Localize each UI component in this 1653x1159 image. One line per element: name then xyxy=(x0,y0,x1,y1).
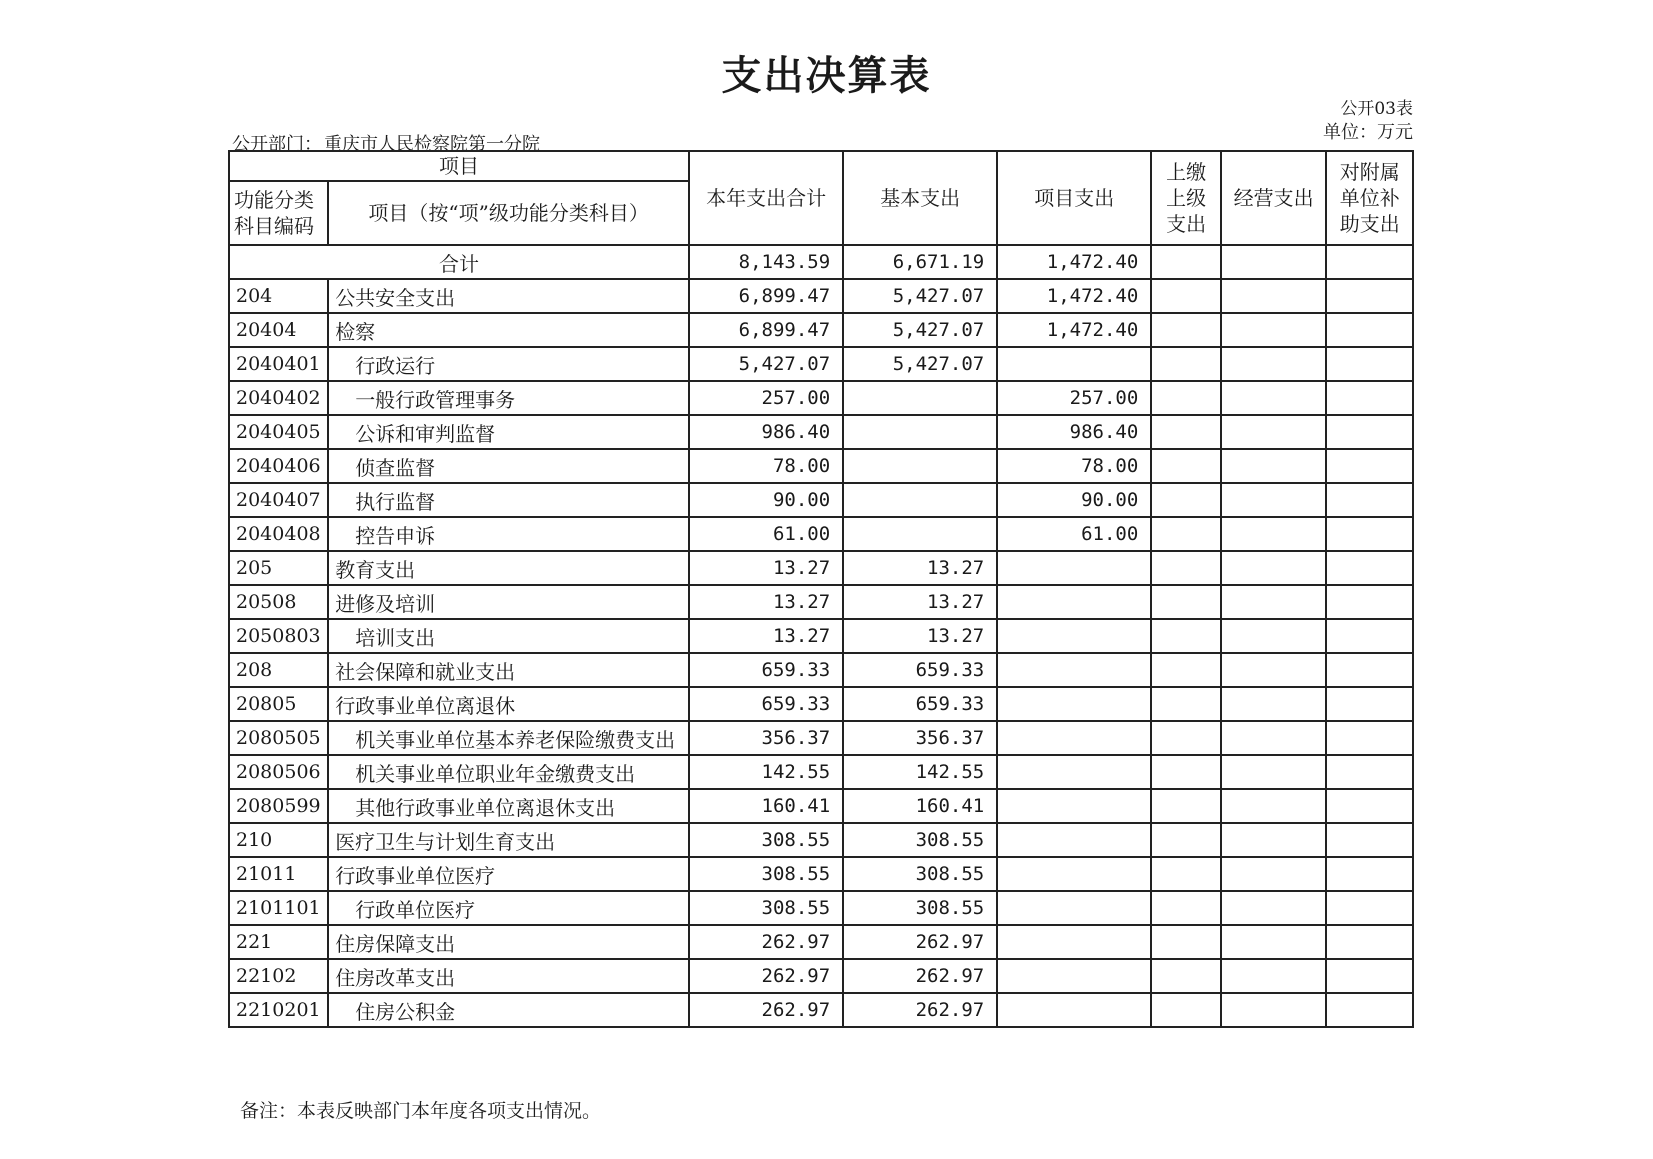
row-upper xyxy=(1151,925,1221,959)
total-subsidy xyxy=(1326,245,1413,279)
table-row xyxy=(229,891,1413,925)
row-subsidy xyxy=(1326,483,1413,517)
row-upper xyxy=(1151,585,1221,619)
row-basic: 659.33 xyxy=(843,687,997,721)
row-name: 其他行政事业单位离退休支出 xyxy=(328,789,689,823)
row-business xyxy=(1221,891,1327,925)
row-name: 公共安全支出 xyxy=(328,279,689,313)
row-name: 侦查监督 xyxy=(328,449,689,483)
row-code: 20404 xyxy=(229,313,328,347)
row-subsidy xyxy=(1326,687,1413,721)
row-total: 986.40 xyxy=(689,415,843,449)
expenditure-table xyxy=(228,150,1414,1028)
row-project: 986.40 xyxy=(997,415,1151,449)
row-business xyxy=(1221,415,1327,449)
row-subsidy xyxy=(1326,653,1413,687)
table-row xyxy=(229,789,1413,823)
table-row xyxy=(229,449,1413,483)
row-code: 22102 xyxy=(229,959,328,993)
row-total: 257.00 xyxy=(689,381,843,415)
row-business xyxy=(1221,823,1327,857)
department-name: 重庆市人民检察院第一分院 xyxy=(324,134,540,155)
row-upper xyxy=(1151,823,1221,857)
table-row xyxy=(229,585,1413,619)
row-upper xyxy=(1151,857,1221,891)
row-total: 90.00 xyxy=(689,483,843,517)
row-code: 2040407 xyxy=(229,483,328,517)
row-project xyxy=(997,551,1151,585)
row-upper xyxy=(1151,721,1221,755)
header-upper-text: 上缴上级支出 xyxy=(1166,160,1207,236)
row-total: 6,899.47 xyxy=(689,279,843,313)
row-code: 204 xyxy=(229,279,328,313)
row-basic: 5,427.07 xyxy=(843,347,997,381)
row-business xyxy=(1221,347,1327,381)
row-basic xyxy=(843,449,997,483)
row-project xyxy=(997,891,1151,925)
row-name: 一般行政管理事务 xyxy=(328,381,689,415)
row-total: 13.27 xyxy=(689,551,843,585)
row-basic: 5,427.07 xyxy=(843,279,997,313)
row-business xyxy=(1221,959,1327,993)
table-row xyxy=(229,313,1413,347)
row-basic: 308.55 xyxy=(843,857,997,891)
row-basic: 356.37 xyxy=(843,721,997,755)
row-upper xyxy=(1151,755,1221,789)
row-subsidy xyxy=(1326,517,1413,551)
header-total: 本年支出合计 xyxy=(689,151,843,245)
row-business xyxy=(1221,789,1327,823)
row-name: 住房改革支出 xyxy=(328,959,689,993)
row-project xyxy=(997,619,1151,653)
row-project xyxy=(997,993,1151,1027)
header-subsidy-text: 对附属单位补助支出 xyxy=(1339,160,1400,236)
table-row xyxy=(229,483,1413,517)
row-subsidy xyxy=(1326,823,1413,857)
total-project: 1,472.40 xyxy=(997,245,1151,279)
row-upper xyxy=(1151,381,1221,415)
row-code: 2080506 xyxy=(229,755,328,789)
row-total: 160.41 xyxy=(689,789,843,823)
row-upper xyxy=(1151,687,1221,721)
header-code xyxy=(229,181,328,245)
row-business xyxy=(1221,449,1327,483)
row-basic: 13.27 xyxy=(843,551,997,585)
row-name: 培训支出 xyxy=(328,619,689,653)
row-code: 2101101 xyxy=(229,891,328,925)
row-upper xyxy=(1151,517,1221,551)
row-business xyxy=(1221,687,1327,721)
row-project xyxy=(997,959,1151,993)
row-subsidy xyxy=(1326,585,1413,619)
row-project xyxy=(997,687,1151,721)
row-total: 308.55 xyxy=(689,857,843,891)
row-code: 2040401 xyxy=(229,347,328,381)
row-code: 2050803 xyxy=(229,619,328,653)
header-project: 项目支出 xyxy=(997,151,1151,245)
table-row xyxy=(229,279,1413,313)
total-upper xyxy=(1151,245,1221,279)
row-business xyxy=(1221,279,1327,313)
total-total: 8,143.59 xyxy=(689,245,843,279)
department-label: 公开部门： xyxy=(232,134,322,155)
row-code: 20508 xyxy=(229,585,328,619)
row-basic: 13.27 xyxy=(843,585,997,619)
row-total: 659.33 xyxy=(689,687,843,721)
row-upper xyxy=(1151,891,1221,925)
row-upper xyxy=(1151,789,1221,823)
row-total: 5,427.07 xyxy=(689,347,843,381)
row-business xyxy=(1221,483,1327,517)
table-row xyxy=(229,755,1413,789)
row-subsidy xyxy=(1326,925,1413,959)
row-basic xyxy=(843,517,997,551)
row-upper xyxy=(1151,313,1221,347)
row-total: 262.97 xyxy=(689,959,843,993)
row-subsidy xyxy=(1326,959,1413,993)
row-business xyxy=(1221,381,1327,415)
row-project: 1,472.40 xyxy=(997,279,1151,313)
row-business xyxy=(1221,993,1327,1027)
row-upper xyxy=(1151,347,1221,381)
row-project: 257.00 xyxy=(997,381,1151,415)
row-code: 2040405 xyxy=(229,415,328,449)
row-subsidy xyxy=(1326,891,1413,925)
row-upper xyxy=(1151,415,1221,449)
row-project xyxy=(997,823,1151,857)
row-basic: 262.97 xyxy=(843,959,997,993)
unit-label: 单位：万元 xyxy=(1323,122,1413,143)
row-project: 90.00 xyxy=(997,483,1151,517)
row-upper xyxy=(1151,279,1221,313)
row-total: 78.00 xyxy=(689,449,843,483)
row-business xyxy=(1221,857,1327,891)
row-project: 1,472.40 xyxy=(997,313,1151,347)
row-total: 262.97 xyxy=(689,925,843,959)
row-basic: 308.55 xyxy=(843,891,997,925)
row-subsidy xyxy=(1326,755,1413,789)
row-total: 142.55 xyxy=(689,755,843,789)
row-project xyxy=(997,925,1151,959)
header-name: 项目（按“项”级功能分类科目） xyxy=(328,181,689,245)
table-row xyxy=(229,347,1413,381)
header-item-group: 项目 xyxy=(229,151,689,181)
row-name: 医疗卫生与计划生育支出 xyxy=(328,823,689,857)
row-project: 78.00 xyxy=(997,449,1151,483)
table-row xyxy=(229,857,1413,891)
row-business xyxy=(1221,585,1327,619)
table-row xyxy=(229,687,1413,721)
header-basic: 基本支出 xyxy=(843,151,997,245)
row-basic: 262.97 xyxy=(843,993,997,1027)
row-total: 356.37 xyxy=(689,721,843,755)
row-upper xyxy=(1151,483,1221,517)
row-basic xyxy=(843,483,997,517)
row-code: 2210201 xyxy=(229,993,328,1027)
row-project xyxy=(997,755,1151,789)
row-subsidy xyxy=(1326,993,1413,1027)
row-subsidy xyxy=(1326,551,1413,585)
row-upper xyxy=(1151,993,1221,1027)
row-upper xyxy=(1151,449,1221,483)
table-row xyxy=(229,517,1413,551)
row-name: 机关事业单位职业年金缴费支出 xyxy=(328,755,689,789)
row-code: 2080505 xyxy=(229,721,328,755)
row-code: 2080599 xyxy=(229,789,328,823)
row-business xyxy=(1221,517,1327,551)
row-business xyxy=(1221,755,1327,789)
row-basic: 659.33 xyxy=(843,653,997,687)
row-subsidy xyxy=(1326,415,1413,449)
row-basic: 13.27 xyxy=(843,619,997,653)
row-business xyxy=(1221,721,1327,755)
table-row xyxy=(229,925,1413,959)
total-row xyxy=(229,245,1413,279)
row-subsidy xyxy=(1326,449,1413,483)
row-basic: 262.97 xyxy=(843,925,997,959)
row-subsidy xyxy=(1326,381,1413,415)
table-row xyxy=(229,823,1413,857)
row-business xyxy=(1221,313,1327,347)
table-row xyxy=(229,415,1413,449)
row-total: 13.27 xyxy=(689,585,843,619)
row-project xyxy=(997,857,1151,891)
row-code: 2040402 xyxy=(229,381,328,415)
row-code: 221 xyxy=(229,925,328,959)
row-basic: 142.55 xyxy=(843,755,997,789)
table-row xyxy=(229,381,1413,415)
form-number: 公开03表 xyxy=(1340,99,1413,119)
row-project xyxy=(997,585,1151,619)
row-name: 行政事业单位医疗 xyxy=(328,857,689,891)
row-business xyxy=(1221,653,1327,687)
row-business xyxy=(1221,925,1327,959)
row-project xyxy=(997,721,1151,755)
row-name: 公诉和审判监督 xyxy=(328,415,689,449)
row-basic: 160.41 xyxy=(843,789,997,823)
row-total: 6,899.47 xyxy=(689,313,843,347)
table-row xyxy=(229,993,1413,1027)
row-subsidy xyxy=(1326,857,1413,891)
row-project: 61.00 xyxy=(997,517,1151,551)
row-name: 执行监督 xyxy=(328,483,689,517)
row-subsidy xyxy=(1326,619,1413,653)
row-basic xyxy=(843,415,997,449)
row-subsidy xyxy=(1326,789,1413,823)
row-name: 检察 xyxy=(328,313,689,347)
row-name: 机关事业单位基本养老保险缴费支出 xyxy=(328,721,689,755)
row-total: 13.27 xyxy=(689,619,843,653)
row-business xyxy=(1221,551,1327,585)
header-business: 经营支出 xyxy=(1221,151,1327,245)
header-subsidy xyxy=(1326,151,1413,245)
footnote: 备注：本表反映部门本年度各项支出情况。 xyxy=(240,1100,602,1122)
table-body xyxy=(229,245,1413,1027)
row-total: 262.97 xyxy=(689,993,843,1027)
row-name: 教育支出 xyxy=(328,551,689,585)
table-row xyxy=(229,959,1413,993)
row-code: 205 xyxy=(229,551,328,585)
header-code-text: 功能分类科目编码 xyxy=(234,188,314,238)
row-business xyxy=(1221,619,1327,653)
row-code: 210 xyxy=(229,823,328,857)
table-row xyxy=(229,551,1413,585)
row-code: 208 xyxy=(229,653,328,687)
row-basic: 5,427.07 xyxy=(843,313,997,347)
table-row xyxy=(229,721,1413,755)
row-subsidy xyxy=(1326,313,1413,347)
row-name: 行政单位医疗 xyxy=(328,891,689,925)
header-upper xyxy=(1151,151,1221,245)
total-business xyxy=(1221,245,1327,279)
table-row xyxy=(229,653,1413,687)
page-title: 支出决算表 xyxy=(721,52,932,99)
table-row xyxy=(229,619,1413,653)
row-total: 61.00 xyxy=(689,517,843,551)
row-subsidy xyxy=(1326,279,1413,313)
total-label: 合计 xyxy=(229,245,689,279)
row-name: 行政运行 xyxy=(328,347,689,381)
row-upper xyxy=(1151,619,1221,653)
row-upper xyxy=(1151,653,1221,687)
row-basic xyxy=(843,381,997,415)
row-project xyxy=(997,789,1151,823)
row-name: 进修及培训 xyxy=(328,585,689,619)
row-name: 控告申诉 xyxy=(328,517,689,551)
row-code: 2040406 xyxy=(229,449,328,483)
row-code: 20805 xyxy=(229,687,328,721)
row-project xyxy=(997,653,1151,687)
row-subsidy xyxy=(1326,347,1413,381)
row-name: 住房公积金 xyxy=(328,993,689,1027)
row-name: 社会保障和就业支出 xyxy=(328,653,689,687)
row-code: 21011 xyxy=(229,857,328,891)
row-upper xyxy=(1151,959,1221,993)
total-basic: 6,671.19 xyxy=(843,245,997,279)
row-basic: 308.55 xyxy=(843,823,997,857)
row-code: 2040408 xyxy=(229,517,328,551)
row-upper xyxy=(1151,551,1221,585)
row-name: 住房保障支出 xyxy=(328,925,689,959)
row-total: 308.55 xyxy=(689,823,843,857)
row-subsidy xyxy=(1326,721,1413,755)
row-total: 659.33 xyxy=(689,653,843,687)
row-total: 308.55 xyxy=(689,891,843,925)
row-name: 行政事业单位离退休 xyxy=(328,687,689,721)
row-project xyxy=(997,347,1151,381)
